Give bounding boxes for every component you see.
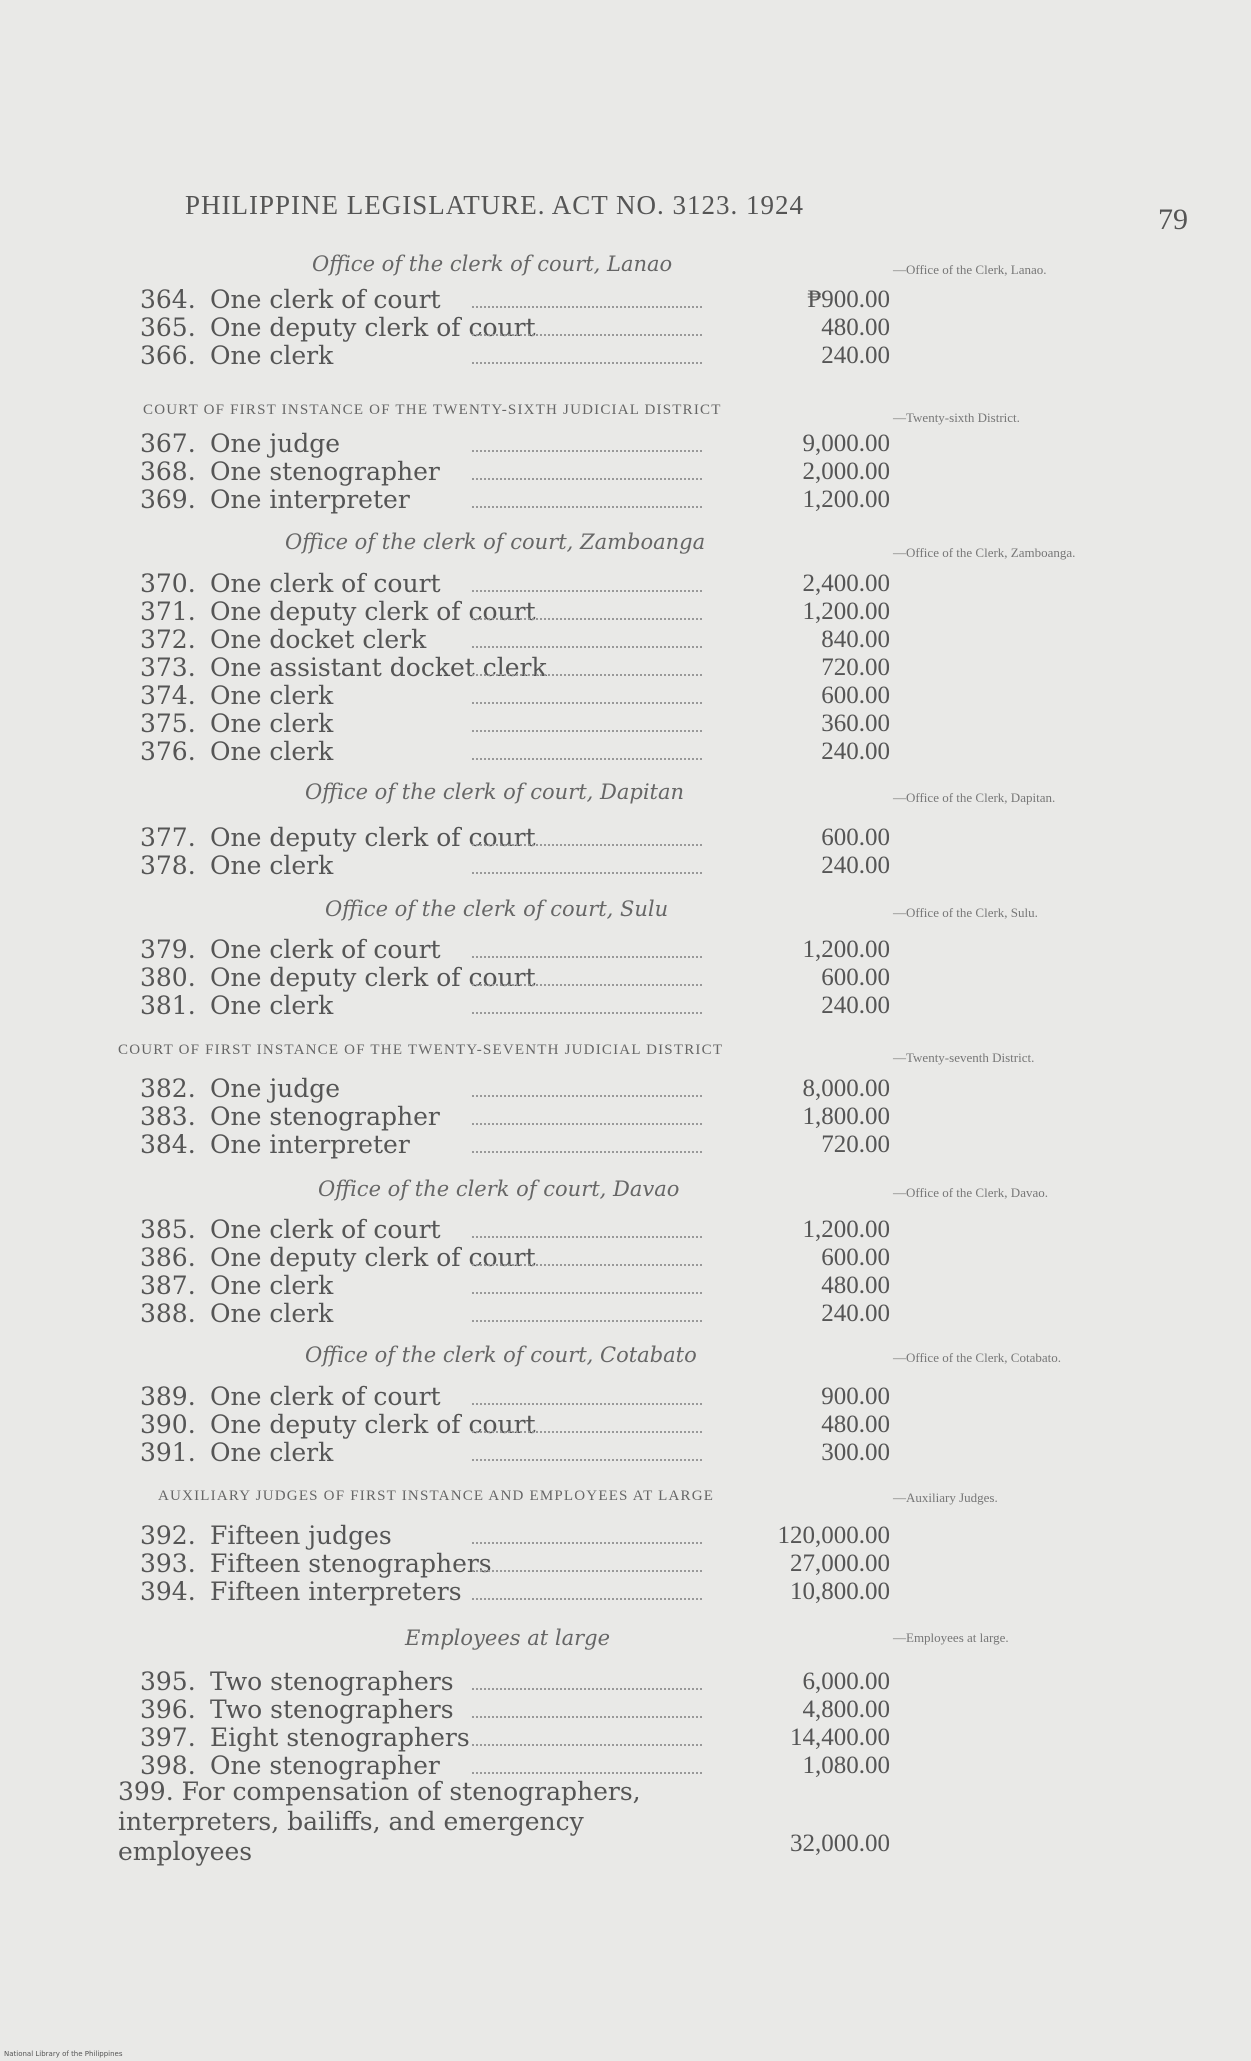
dot-leader [472, 1264, 702, 1266]
list-item [140, 1550, 890, 1578]
item-number: 384. [140, 1130, 196, 1159]
dot-leader [472, 1012, 702, 1014]
list-item [140, 936, 890, 964]
item-description: One clerk of court [210, 1382, 441, 1411]
item-amount: 6,000.00 [802, 1668, 890, 1695]
list-item [140, 1752, 890, 1780]
dot-leader [472, 646, 702, 648]
item-description: One clerk [210, 737, 334, 766]
item-description: One interpreter [210, 1130, 410, 1159]
item-description: One interpreter [210, 485, 410, 514]
item-number: 390. [140, 1410, 196, 1439]
section-heading: Office of the clerk of court, Zamboanga [285, 530, 706, 554]
item-amount: 720.00 [821, 654, 890, 681]
item-description: One clerk [210, 1299, 334, 1328]
margin-note: —Office of the Clerk, Cotabato. [893, 1350, 1061, 1365]
item-amount: 10,800.00 [790, 1578, 890, 1605]
section-heading: Office of the clerk of court, Cotabato [305, 1343, 697, 1367]
item-number: 386. [140, 1243, 196, 1272]
item-description: One clerk [210, 709, 334, 738]
item-number: 368. [140, 457, 196, 486]
item-number: 395. [140, 1667, 196, 1696]
item-amount: 600.00 [821, 824, 890, 851]
dot-leader [472, 674, 702, 676]
dot-leader [472, 1292, 702, 1294]
item-amount: 360.00 [821, 710, 890, 737]
item-description: One stenographer [210, 1751, 440, 1780]
dot-leader [472, 1236, 702, 1238]
item-number: 393. [140, 1549, 196, 1578]
item-amount: 1,080.00 [802, 1752, 890, 1779]
item-number: 367. [140, 429, 196, 458]
item-amount: 1,800.00 [802, 1103, 890, 1130]
item-description: One docket clerk [210, 625, 427, 654]
final-item-text: 399. For compensation of stenographers, interpreters, bailiffs, and emergency employees [118, 1777, 641, 1866]
list-item [140, 1522, 890, 1550]
item-description: Two stenographers [210, 1667, 454, 1696]
dot-leader [472, 334, 702, 336]
item-description: One deputy clerk of court [210, 823, 536, 852]
dot-leader [472, 1688, 702, 1690]
margin-note: —Auxiliary Judges. [893, 1490, 998, 1505]
item-amount: 2,400.00 [802, 570, 890, 597]
item-number: 377. [140, 823, 196, 852]
list-item [140, 1411, 890, 1439]
margin-note: —Twenty-seventh District. [893, 1050, 1035, 1065]
section-heading: Employees at large [405, 1626, 610, 1650]
item-number: 394. [140, 1577, 196, 1606]
item-number: 371. [140, 597, 196, 626]
dot-leader [472, 362, 702, 364]
dot-leader [472, 956, 702, 958]
dot-leader [472, 1772, 702, 1774]
list-item [140, 738, 890, 766]
item-amount: 240.00 [821, 342, 890, 369]
page-number: 79 [1158, 203, 1188, 236]
item-amount: 480.00 [821, 1411, 890, 1438]
dot-leader [472, 1716, 702, 1718]
dot-leader [472, 1320, 702, 1322]
list-item [140, 570, 890, 598]
item-number: 391. [140, 1438, 196, 1467]
item-amount: 480.00 [821, 314, 890, 341]
item-number: 373. [140, 653, 196, 682]
item-number: 369. [140, 485, 196, 514]
item-number: 397. [140, 1723, 196, 1752]
item-number: 376. [140, 737, 196, 766]
list-item [140, 1131, 890, 1159]
list-item [140, 1668, 890, 1696]
dot-leader [472, 872, 702, 874]
item-number: 370. [140, 569, 196, 598]
dot-leader [472, 506, 702, 508]
section-heading: COURT OF FIRST INSTANCE OF THE TWENTY-SIXTH JUDICIAL DISTRICT [143, 402, 722, 418]
list-item [140, 430, 890, 458]
item-number: 380. [140, 963, 196, 992]
item-amount: 600.00 [821, 682, 890, 709]
list-item [140, 852, 890, 880]
item-amount: 1,200.00 [802, 936, 890, 963]
list-item [140, 1216, 890, 1244]
item-description: One deputy clerk of court [210, 1243, 536, 1272]
item-description: One clerk [210, 1271, 334, 1300]
item-amount: 840.00 [821, 626, 890, 653]
list-item [140, 1696, 890, 1724]
item-number: 383. [140, 1102, 196, 1131]
list-item [140, 486, 890, 514]
item-number: 396. [140, 1695, 196, 1724]
list-item [140, 1439, 890, 1467]
dot-leader [472, 702, 702, 704]
section-heading: AUXILIARY JUDGES OF FIRST INSTANCE AND EMPLOYEES AT LARGE [158, 1488, 715, 1504]
item-number: 374. [140, 681, 196, 710]
dot-leader [472, 1598, 702, 1600]
item-amount: 240.00 [821, 852, 890, 879]
item-amount: 4,800.00 [802, 1696, 890, 1723]
dot-leader [472, 1542, 702, 1544]
dot-leader [472, 1744, 702, 1746]
item-description: One stenographer [210, 457, 440, 486]
item-description: One judge [210, 1074, 340, 1103]
section-heading: Office of the clerk of court, Dapitan [305, 780, 685, 804]
dot-leader [472, 590, 702, 592]
item-number: 392. [140, 1521, 196, 1550]
item-amount: 600.00 [821, 1244, 890, 1271]
item-description: One clerk of court [210, 285, 441, 314]
item-description: Fifteen interpreters [210, 1577, 462, 1606]
item-number: 398. [140, 1751, 196, 1780]
section-heading: Office of the clerk of court, Sulu [325, 897, 669, 921]
item-amount: 2,000.00 [802, 458, 890, 485]
list-item [140, 824, 890, 852]
item-number: 366. [140, 341, 196, 370]
item-amount: 1,200.00 [802, 1216, 890, 1243]
item-number: 387. [140, 1271, 196, 1300]
item-amount: 27,000.00 [790, 1550, 890, 1577]
running-header: PHILIPPINE LEGISLATURE. ACT NO. 3123. 1924 [185, 190, 805, 220]
item-description: Eight stenographers [210, 1723, 470, 1752]
item-amount: 1,200.00 [802, 598, 890, 625]
margin-note: —Office of the Clerk, Davao. [893, 1185, 1048, 1200]
item-amount: 120,000.00 [777, 1522, 890, 1549]
dot-leader [472, 730, 702, 732]
item-number: 364. [140, 285, 196, 314]
item-description: One judge [210, 429, 340, 458]
item-description: One deputy clerk of court [210, 1410, 536, 1439]
dot-leader [472, 984, 702, 986]
list-item [140, 682, 890, 710]
item-amount: 14,400.00 [790, 1724, 890, 1751]
margin-note: —Office of the Clerk, Lanao. [893, 262, 1047, 277]
list-item [140, 342, 890, 370]
item-number: 372. [140, 625, 196, 654]
list-item [140, 992, 890, 1020]
list-item [140, 1103, 890, 1131]
list-item [140, 1724, 890, 1752]
list-item [140, 626, 890, 654]
list-item [140, 1244, 890, 1272]
list-item [140, 710, 890, 738]
section-heading: Office of the clerk of court, Davao [318, 1177, 680, 1201]
dot-leader [472, 1570, 702, 1572]
dot-leader [472, 478, 702, 480]
item-amount: 240.00 [821, 992, 890, 1019]
list-item [140, 1578, 890, 1606]
item-number: 389. [140, 1382, 196, 1411]
list-item [140, 598, 890, 626]
section-heading: Office of the clerk of court, Lanao [312, 252, 673, 276]
item-description: One clerk of court [210, 1215, 441, 1244]
item-number: 378. [140, 851, 196, 880]
item-description: Fifteen judges [210, 1521, 392, 1550]
dot-leader [472, 618, 702, 620]
item-amount: 600.00 [821, 964, 890, 991]
item-number: 388. [140, 1299, 196, 1328]
item-description: One deputy clerk of court [210, 597, 536, 626]
dot-leader [472, 1431, 702, 1433]
item-description: One clerk of court [210, 569, 441, 598]
list-item [140, 286, 890, 314]
item-description: One clerk of court [210, 935, 441, 964]
item-amount: 720.00 [821, 1131, 890, 1158]
list-item [140, 458, 890, 486]
final-item-amount: 32,000.00 [790, 1830, 890, 1857]
item-description: One deputy clerk of court [210, 313, 536, 342]
item-description: Fifteen stenographers [210, 1549, 492, 1578]
item-number: 385. [140, 1215, 196, 1244]
item-amount: 240.00 [821, 738, 890, 765]
item-description: One clerk [210, 851, 334, 880]
margin-note: —Employees at large. [893, 1630, 1009, 1645]
item-description: One assistant docket clerk [210, 653, 547, 682]
item-amount: 240.00 [821, 1300, 890, 1327]
item-amount: 8,000.00 [802, 1075, 890, 1102]
margin-note: —Office of the Clerk, Dapitan. [893, 790, 1056, 805]
margin-note: —Office of the Clerk, Sulu. [893, 905, 1038, 920]
item-description: One clerk [210, 1438, 334, 1467]
margin-note: —Twenty-sixth District. [893, 410, 1020, 425]
list-item [140, 1075, 890, 1103]
item-amount: 900.00 [821, 1383, 890, 1410]
dot-leader [472, 1151, 702, 1153]
dot-leader [472, 1403, 702, 1405]
list-item [140, 1300, 890, 1328]
item-description: One stenographer [210, 1102, 440, 1131]
dot-leader [472, 844, 702, 846]
item-number: 382. [140, 1074, 196, 1103]
dot-leader [472, 306, 702, 308]
dot-leader [472, 1123, 702, 1125]
margin-note: —Office of the Clerk, Zamboanga. [893, 545, 1076, 560]
item-amount: 480.00 [821, 1272, 890, 1299]
list-item [140, 314, 890, 342]
item-amount: 300.00 [821, 1439, 890, 1466]
item-description: One deputy clerk of court [210, 963, 536, 992]
list-item [140, 1383, 890, 1411]
list-item [140, 1272, 890, 1300]
item-description: One clerk [210, 681, 334, 710]
list-item [140, 964, 890, 992]
item-amount: 9,000.00 [802, 430, 890, 457]
item-description: One clerk [210, 991, 334, 1020]
item-amount: 1,200.00 [802, 486, 890, 513]
footer-credit: National Library of the Philippines [4, 2050, 123, 2058]
dot-leader [472, 1459, 702, 1461]
item-description: Two stenographers [210, 1695, 454, 1724]
item-description: One clerk [210, 341, 334, 370]
list-item [140, 654, 890, 682]
item-number: 375. [140, 709, 196, 738]
dot-leader [472, 758, 702, 760]
dot-leader [472, 1095, 702, 1097]
section-heading: COURT OF FIRST INSTANCE OF THE TWENTY-SEVENTH JUDICIAL DISTRICT [118, 1042, 724, 1058]
item-number: 379. [140, 935, 196, 964]
item-number: 365. [140, 313, 196, 342]
item-number: 381. [140, 991, 196, 1020]
dot-leader [472, 450, 702, 452]
item-amount: ₱900.00 [807, 286, 890, 313]
